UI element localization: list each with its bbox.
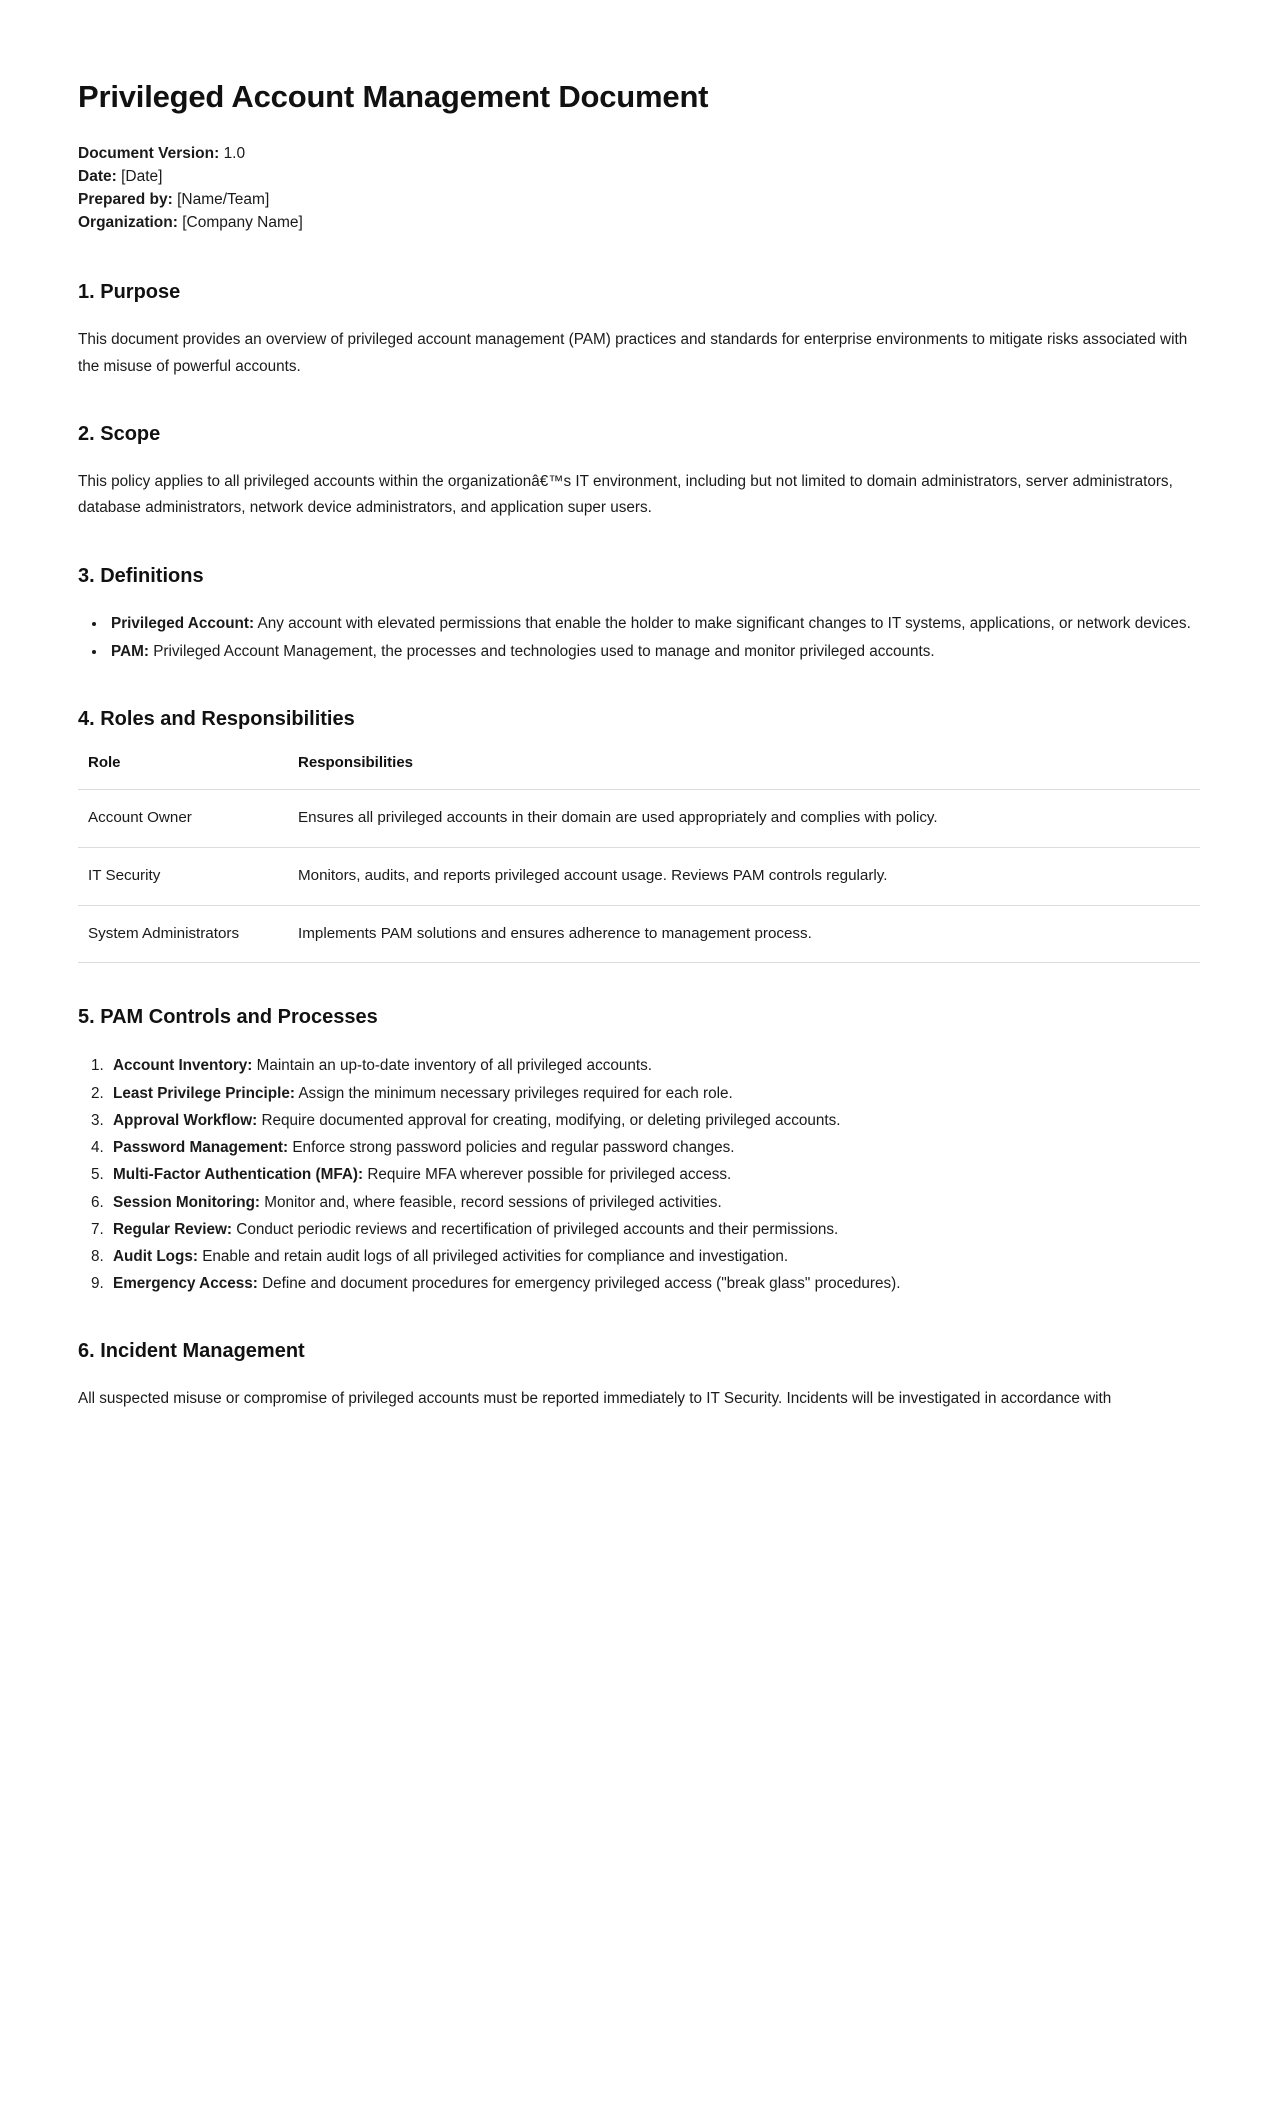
document-metadata — [78, 143, 1201, 234]
section-definitions-heading: 3. Definitions — [78, 564, 204, 587]
list-item — [108, 1107, 1201, 1134]
metadata-prepared-by-value: [Name/Team] — [177, 190, 270, 208]
control-term: Account Inventory: — [113, 1057, 253, 1075]
table-header-row — [78, 754, 1200, 790]
list-item — [108, 1134, 1201, 1161]
control-text: Maintain an up-to-date inventory of all privileged accounts. — [252, 1057, 653, 1075]
metadata-version — [78, 143, 1201, 166]
table-row — [78, 847, 1200, 905]
control-term: Audit Logs: — [113, 1248, 198, 1266]
cell-role: Account Owner — [78, 790, 288, 848]
control-text: Define and document procedures for emergency privileged access ("break glass" procedures). — [257, 1275, 901, 1293]
metadata-date-value: [Date] — [121, 167, 163, 185]
control-text: Monitor and, where feasible, record sessions of privileged activities. — [260, 1193, 722, 1211]
list-item — [107, 639, 1201, 665]
metadata-date — [78, 166, 1201, 189]
control-term: Emergency Access: — [113, 1275, 258, 1293]
roles-table-head — [78, 754, 1200, 790]
section-incident-management-paragraph: All suspected misuse or compromise of privileged accounts must be reported immediately to IT Security. Incidents will be investigated in accordance with — [78, 1390, 1112, 1408]
section-incident-management-heading: 6. Incident Management — [78, 1340, 305, 1363]
roles-table — [78, 754, 1200, 963]
metadata-organization-value: [Company Name] — [182, 213, 303, 231]
column-header-responsibilities: Responsibilities — [288, 754, 1200, 790]
control-text: Enable and retain audit logs of all privileged activities for compliance and investigation. — [197, 1248, 789, 1266]
definition-text: Privileged Account Management, the processes and technologies used to manage and monitor privileged accounts. — [148, 642, 935, 660]
section-pam-controls-heading: 5. PAM Controls and Processes — [78, 1006, 378, 1029]
section-scope — [78, 422, 1201, 522]
control-term: Password Management: — [113, 1139, 289, 1157]
control-text: Require documented approval for creating, modifying, or deleting privileged accounts. — [257, 1111, 841, 1129]
control-text: Require MFA wherever possible for privileged access. — [363, 1166, 732, 1184]
list-item — [108, 1080, 1201, 1107]
metadata-prepared-by-label: Prepared by: — [78, 190, 173, 208]
section-definitions — [78, 564, 1201, 666]
definition-text: Any account with elevated permissions that enable the holder to make significant changes to IT systems, applications, or network devices. — [254, 614, 1191, 632]
metadata-organization — [78, 212, 1201, 235]
metadata-version-label: Document Version: — [78, 145, 220, 163]
control-term: Multi-Factor Authentication (MFA): — [113, 1166, 364, 1184]
list-item — [108, 1189, 1201, 1216]
section-scope-heading: 2. Scope — [78, 422, 161, 445]
section-scope-paragraph: This policy applies to all privileged accounts within the organizationâ€™s IT environment, including but not limited to domain administrators, server administrators, database administrators, network device administrators, and application super users. — [78, 472, 1173, 517]
list-item — [108, 1052, 1201, 1079]
list-item — [108, 1243, 1201, 1270]
definition-term: PAM: — [111, 642, 149, 660]
table-row — [78, 790, 1200, 848]
control-text: Conduct periodic reviews and recertification of privileged accounts and their permissions. — [232, 1220, 839, 1238]
control-term: Approval Workflow: — [113, 1111, 258, 1129]
control-text: Enforce strong password policies and regular password changes. — [288, 1139, 735, 1157]
control-text: Assign the minimum necessary privileges required for each role. — [294, 1084, 733, 1102]
definition-term: Privileged Account: — [111, 614, 255, 632]
section-purpose — [78, 280, 1201, 380]
metadata-date-label: Date: — [78, 167, 117, 185]
section-roles-heading: 4. Roles and Responsibilities — [78, 708, 355, 731]
page-bottom-whitespace — [78, 1455, 1201, 2055]
list-item — [108, 1161, 1201, 1188]
cell-responsibility: Monitors, audits, and reports privileged account usage. Reviews PAM controls regularly. — [288, 847, 1200, 905]
control-term: Least Privilege Principle: — [113, 1084, 295, 1102]
table-row — [78, 905, 1200, 963]
cell-responsibility: Ensures all privileged accounts in their domain are used appropriately and complies with policy. — [288, 790, 1200, 848]
pam-controls-list — [78, 1052, 1201, 1297]
list-item — [108, 1270, 1201, 1297]
column-header-role: Role — [78, 754, 288, 790]
section-purpose-paragraph: This document provides an overview of privileged account management (PAM) practices and standards for enterprise environments to mitigate risks associated with the misuse of powerful accounts. — [78, 331, 1188, 375]
cell-role: System Administrators — [78, 905, 288, 963]
list-item — [108, 1216, 1201, 1243]
roles-table-body — [78, 790, 1200, 963]
definitions-list — [78, 611, 1201, 666]
section-incident-management — [78, 1339, 1201, 1412]
control-term: Session Monitoring: — [113, 1193, 261, 1211]
cell-role: IT Security — [78, 847, 288, 905]
control-term: Regular Review: — [113, 1220, 233, 1238]
metadata-organization-label: Organization: — [78, 213, 178, 231]
metadata-version-value: 1.0 — [223, 145, 246, 163]
metadata-prepared-by — [78, 189, 1201, 212]
section-purpose-heading: 1. Purpose — [78, 281, 181, 304]
section-pam-controls — [78, 1005, 1201, 1297]
page-title: Privileged Account Management Document — [78, 79, 709, 114]
cell-responsibility: Implements PAM solutions and ensures adherence to management process. — [288, 905, 1200, 963]
section-roles — [78, 707, 1201, 963]
list-item — [107, 611, 1201, 637]
